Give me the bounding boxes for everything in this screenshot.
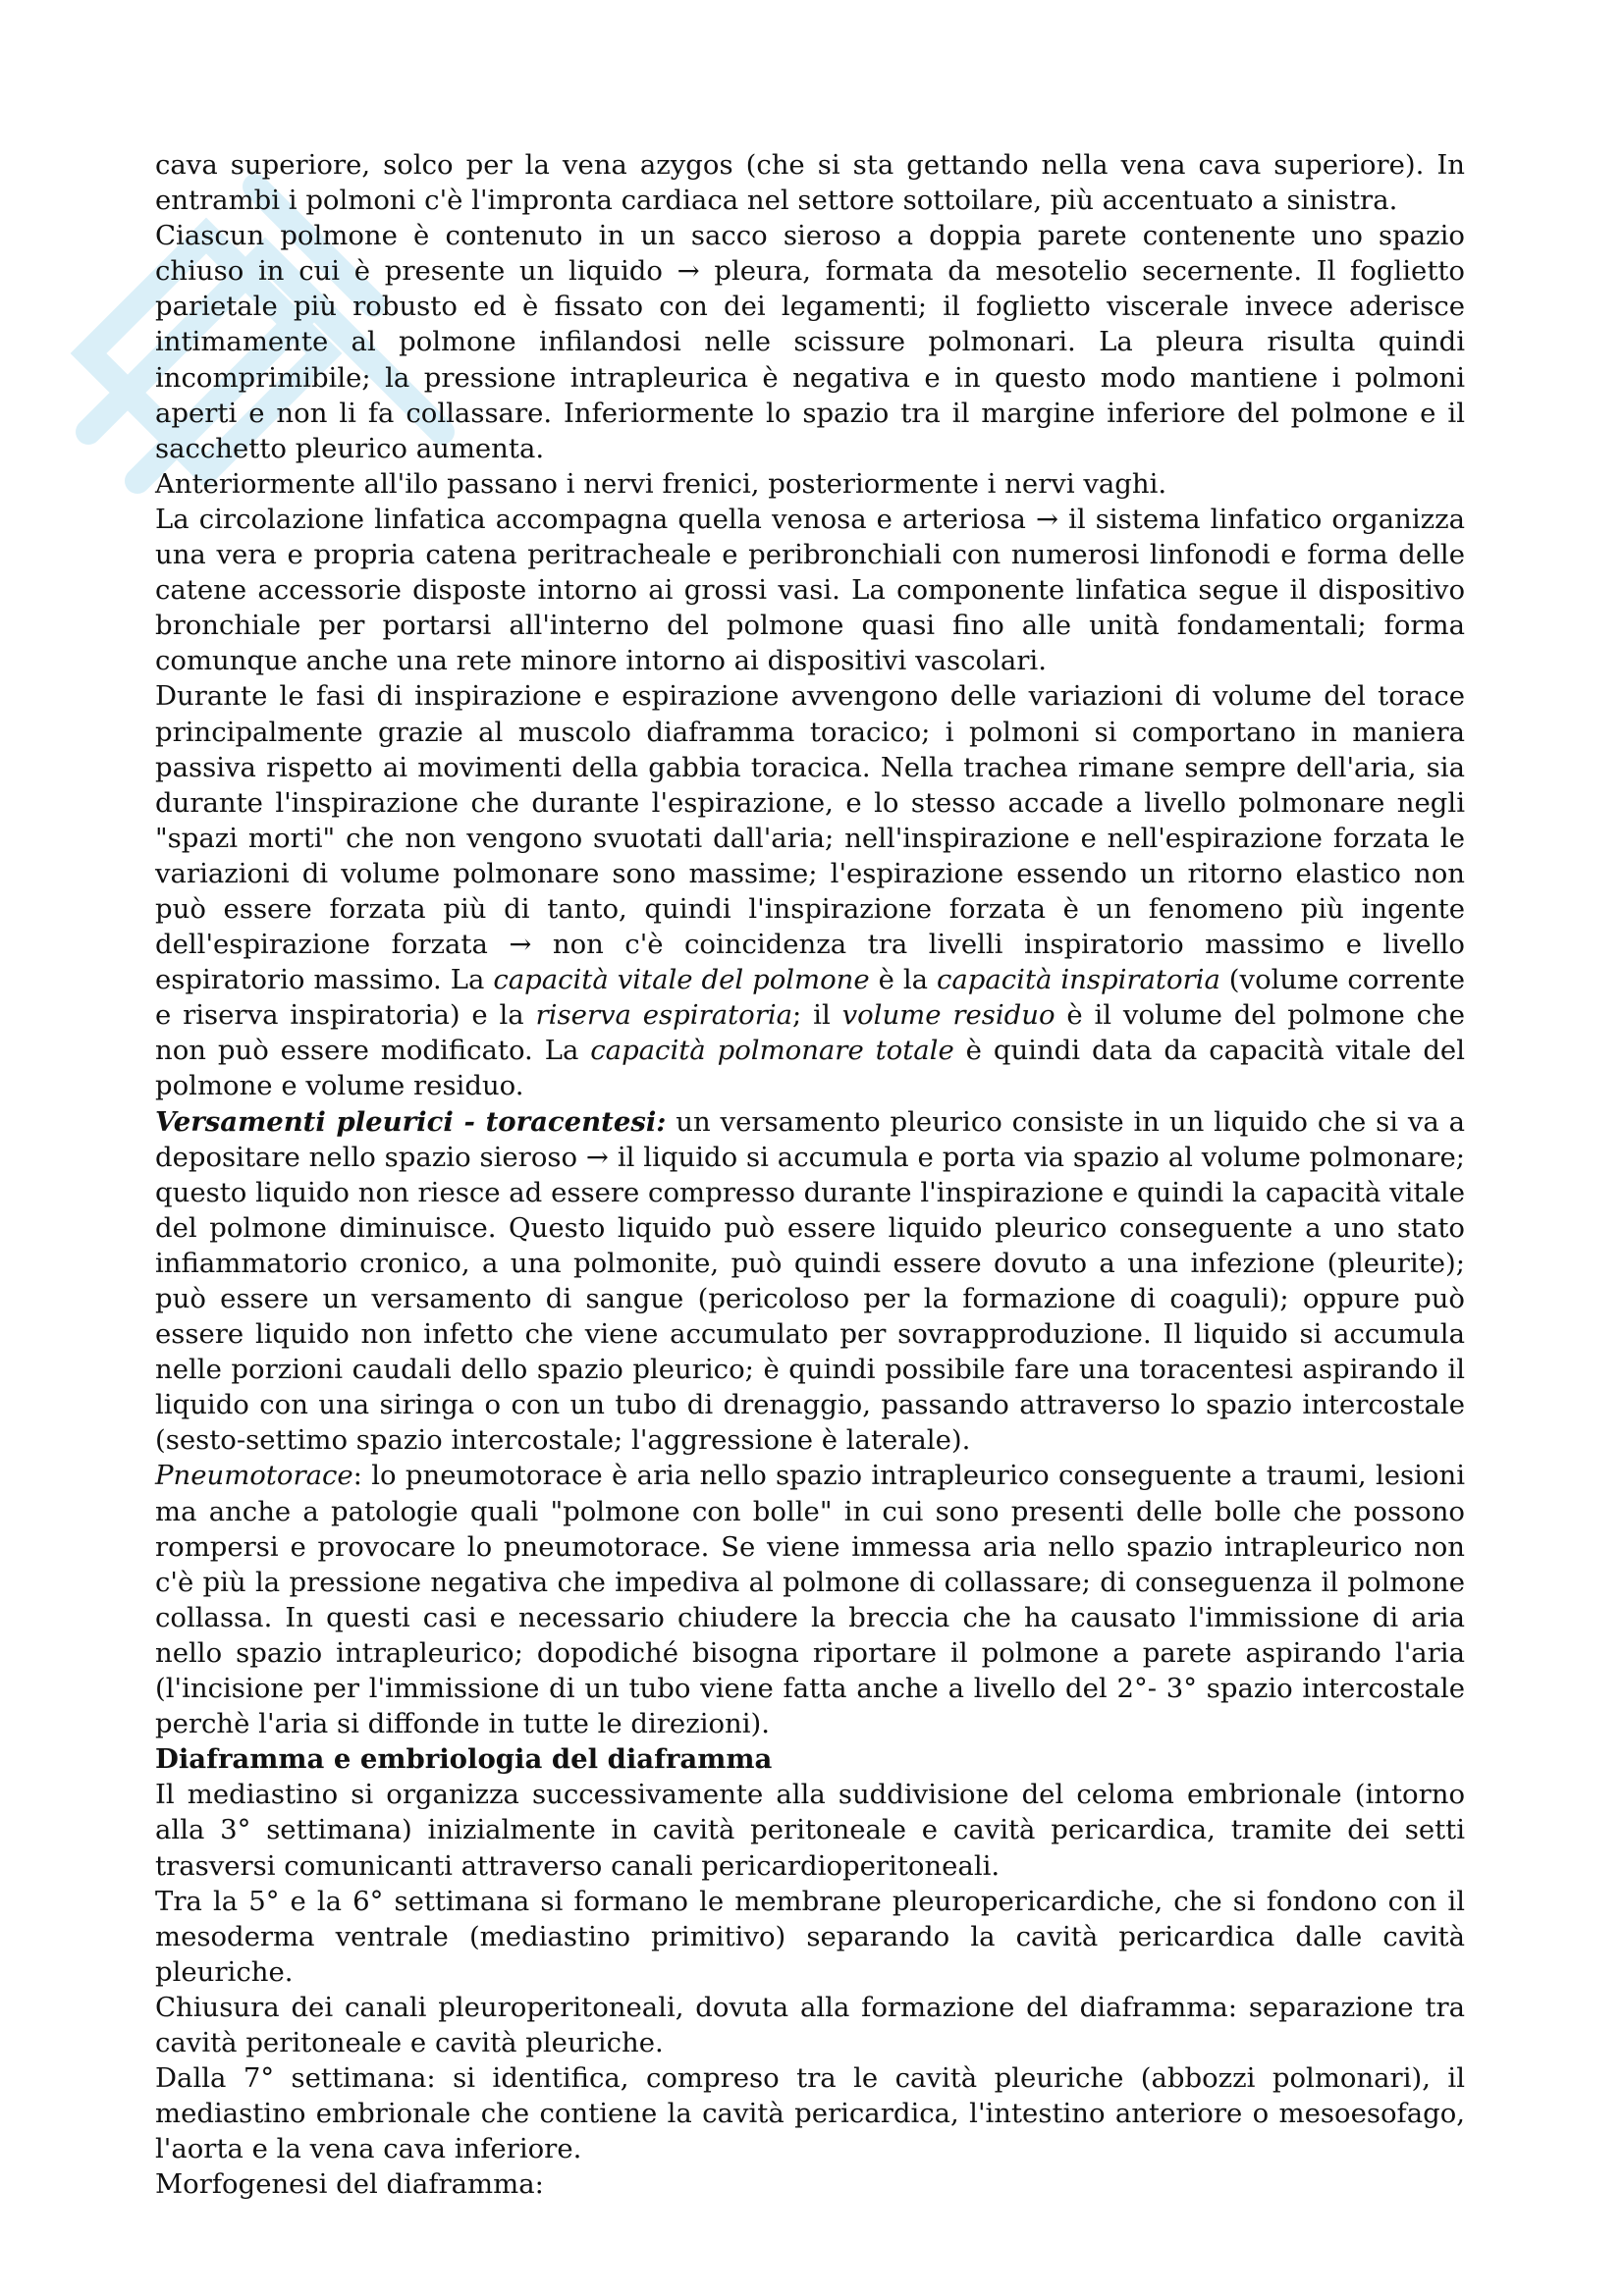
text-segment: : lo pneumotorace è aria nello spazio intrapleurico conseguente a traumi, lesioni ma anche a patologie quali "polmone con bolle" in cui sono presenti delle bolle che possono rompersi e provocare lo pneumotorace. Se viene immessa aria nello spazio intrapleurico non c'è più la pressione negativa che impediva al polmone di collassare; di conseguenza il polmone collassa. In questi casi e necessario chiudere la breccia che ha causato l'immissione di aria nello spazio intrapleurico; dopodiché bisogna riportare il polmone a parete aspirando l'aria (l'incisione per l'immissione di un tubo viene fatta anche a livello del 2°- 3° spazio intercostale perchè l'aria si diffonde in tutte le direzioni). <box>155 1460 1465 1740</box>
lead-versamenti-pleurici: Versamenti pleurici - toracentesi: <box>155 1105 667 1138</box>
paragraph-morfogenesi: Morfogenesi del diaframma: <box>155 2168 544 2201</box>
text-segment: è il volume del polmone che non può essere modificato. La <box>155 999 1465 1067</box>
term-capacita-inspiratoria: capacità inspiratoria <box>936 964 1220 996</box>
term-capacita-vitale: capacità vitale del polmone <box>493 964 870 996</box>
paragraph-versamenti-pleurici <box>155 1104 1465 1459</box>
lead-pneumotorace: Pneumotorace <box>155 1460 353 1492</box>
text-segment: (volume corrente e riserva inspiratoria) e la <box>155 964 1465 1032</box>
paragraph-pleura: Ciascun polmone è contenuto in un sacco sieroso a doppia parete contenente uno spazio chiuso in cui è presente un liquido → pleura, formata da mesotelio secernente. Il foglietto parietale più robusto ed è fissato con dei legamenti; il foglietto viscerale invece aderisce intimamente al polmone infilandosi nelle scissure polmonari. La pleura risulta quindi incomprimibile; la pressione intrapleurica è negativa e in questo modo mantiene i polmoni aperti e non li fa collassare. Inferiormente lo spazio tra il margine inferiore del polmone e il sacchetto pleurico aumenta. <box>155 220 1465 464</box>
document-page <box>155 147 1465 2202</box>
term-volume-residuo: volume residuo <box>841 999 1056 1032</box>
text-segment: un versamento pleurico consiste in un liquido che si va a depositare nello spazio sieroso → il liquido si accumula e porta via spazio al volume polmonare; questo liquido non riesce ad essere compresso durante l'inspirazione e quindi la capacità vitale del polmone diminuisce. Questo liquido può essere liquido pleurico conseguente a uno stato infiammatorio cronico, a una polmonite, può quindi essere dovuto a una infezione (pleurite); può essere un versamento di sangue (pericoloso per la formazione di coaguli); oppure può essere liquido non infetto che viene accumulato per sovrapproduzione. Il liquido si accumula nelle porzioni caudali dello spazio pleurico; è quindi possibile fare una toracentesi aspirando il liquido con una siringa o con un tubo di drenaggio, passando attraverso lo spazio intercostale (sesto-settimo spazio intercostale; l'aggressione è laterale). <box>155 1105 1465 1457</box>
paragraph-polmoni-impronta: cava superiore, solco per la vena azygos (che si sta gettando nella vena cava superiore). In entrambi i polmoni c'è l'impronta cardiaca nel settore sottoilare, più accentuato a sinistra. <box>155 149 1465 217</box>
text-segment: ; il <box>792 999 842 1032</box>
paragraph-pneumotorace <box>155 1458 1465 1741</box>
paragraph-settima-settimana: Dalla 7° settimana: si identifica, compreso tra le cavità pleuriche (abbozzi polmonari), il mediastino embrionale che contiene la cavità pericardica, l'intestino anteriore o mesoesofago, l'aorta e la vena cava inferiore. <box>155 2062 1465 2165</box>
paragraph-volumi-polmonari <box>155 678 1465 1103</box>
paragraph-membrane-pleuropericardiche: Tra la 5° e la 6° settimana si formano le membrane pleuropericardiche, che si fondono con il mesoderma ventrale (mediastino primitivo) separando la cavità pericardica dalle cavità pleuriche. <box>155 1885 1465 1988</box>
paragraph-circolazione-linfatica: La circolazione linfatica accompagna quella venosa e arteriosa → il sistema linfatico organizza una vera e propria catena peritracheale e peribronchiali con numerosi linfonodi e forma delle catene accessorie disposte intorno ai grossi vasi. La componente linfatica segue il dispositivo bronchiale per portarsi all'interno del polmone quasi fino alle unità fondamentali; forma comunque anche una rete minore intorno ai dispositivi vascolari. <box>155 503 1465 677</box>
paragraph-canali-pleuroperitoneali: Chiusura dei canali pleuroperitoneali, dovuta alla formazione del diaframma: separazione tra cavità peritoneale e cavità pleuriche. <box>155 1991 1465 2058</box>
text-segment: Durante le fasi di inspirazione e espirazione avvengono delle variazioni di volume del torace principalmente grazie al muscolo diaframma toracico; i polmoni si comportano in maniera passiva rispetto ai movimenti della gabbia toracica. Nella trachea rimane sempre dell'aria, sia durante l'inspirazione che durante l'espirazione, e lo stesso accade a livello polmonare negli "spazi morti" che non vengono svuotati dall'aria; nell'inspirazione e nell'espirazione forzata le variazioni di volume polmonare sono massime; l'espirazione essendo un ritorno elastico non può essere forzata più di tanto, quindi l'inspirazione forzata è un fenomeno più ingente dell'espirazione forzata → non c'è coincidenza tra livelli inspiratorio massimo e livello espiratorio massimo. La <box>155 680 1465 996</box>
paragraph-mediastino-celoma: Il mediastino si organizza successivamente alla suddivisione del celoma embrionale (intorno alla 3° settimana) inizialmente in cavità peritoneale e cavità pericardica, tramite dei setti trasversi comunicanti attraverso canali pericardioperitoneali. <box>155 1779 1465 1882</box>
term-riserva-espiratoria: riserva espiratoria <box>535 999 793 1032</box>
term-capacita-polmonare-totale: capacità polmonare totale <box>590 1035 954 1067</box>
text-segment: è quindi data da capacità vitale del polmone e volume residuo. <box>155 1035 1465 1102</box>
paragraph-nervi-ilo: Anteriormente all'ilo passano i nervi frenici, posteriormente i nervi vaghi. <box>155 467 1167 500</box>
text-segment: è la <box>869 964 937 996</box>
section-heading-diaframma: Diaframma e embriologia del diaframma <box>155 1743 773 1776</box>
